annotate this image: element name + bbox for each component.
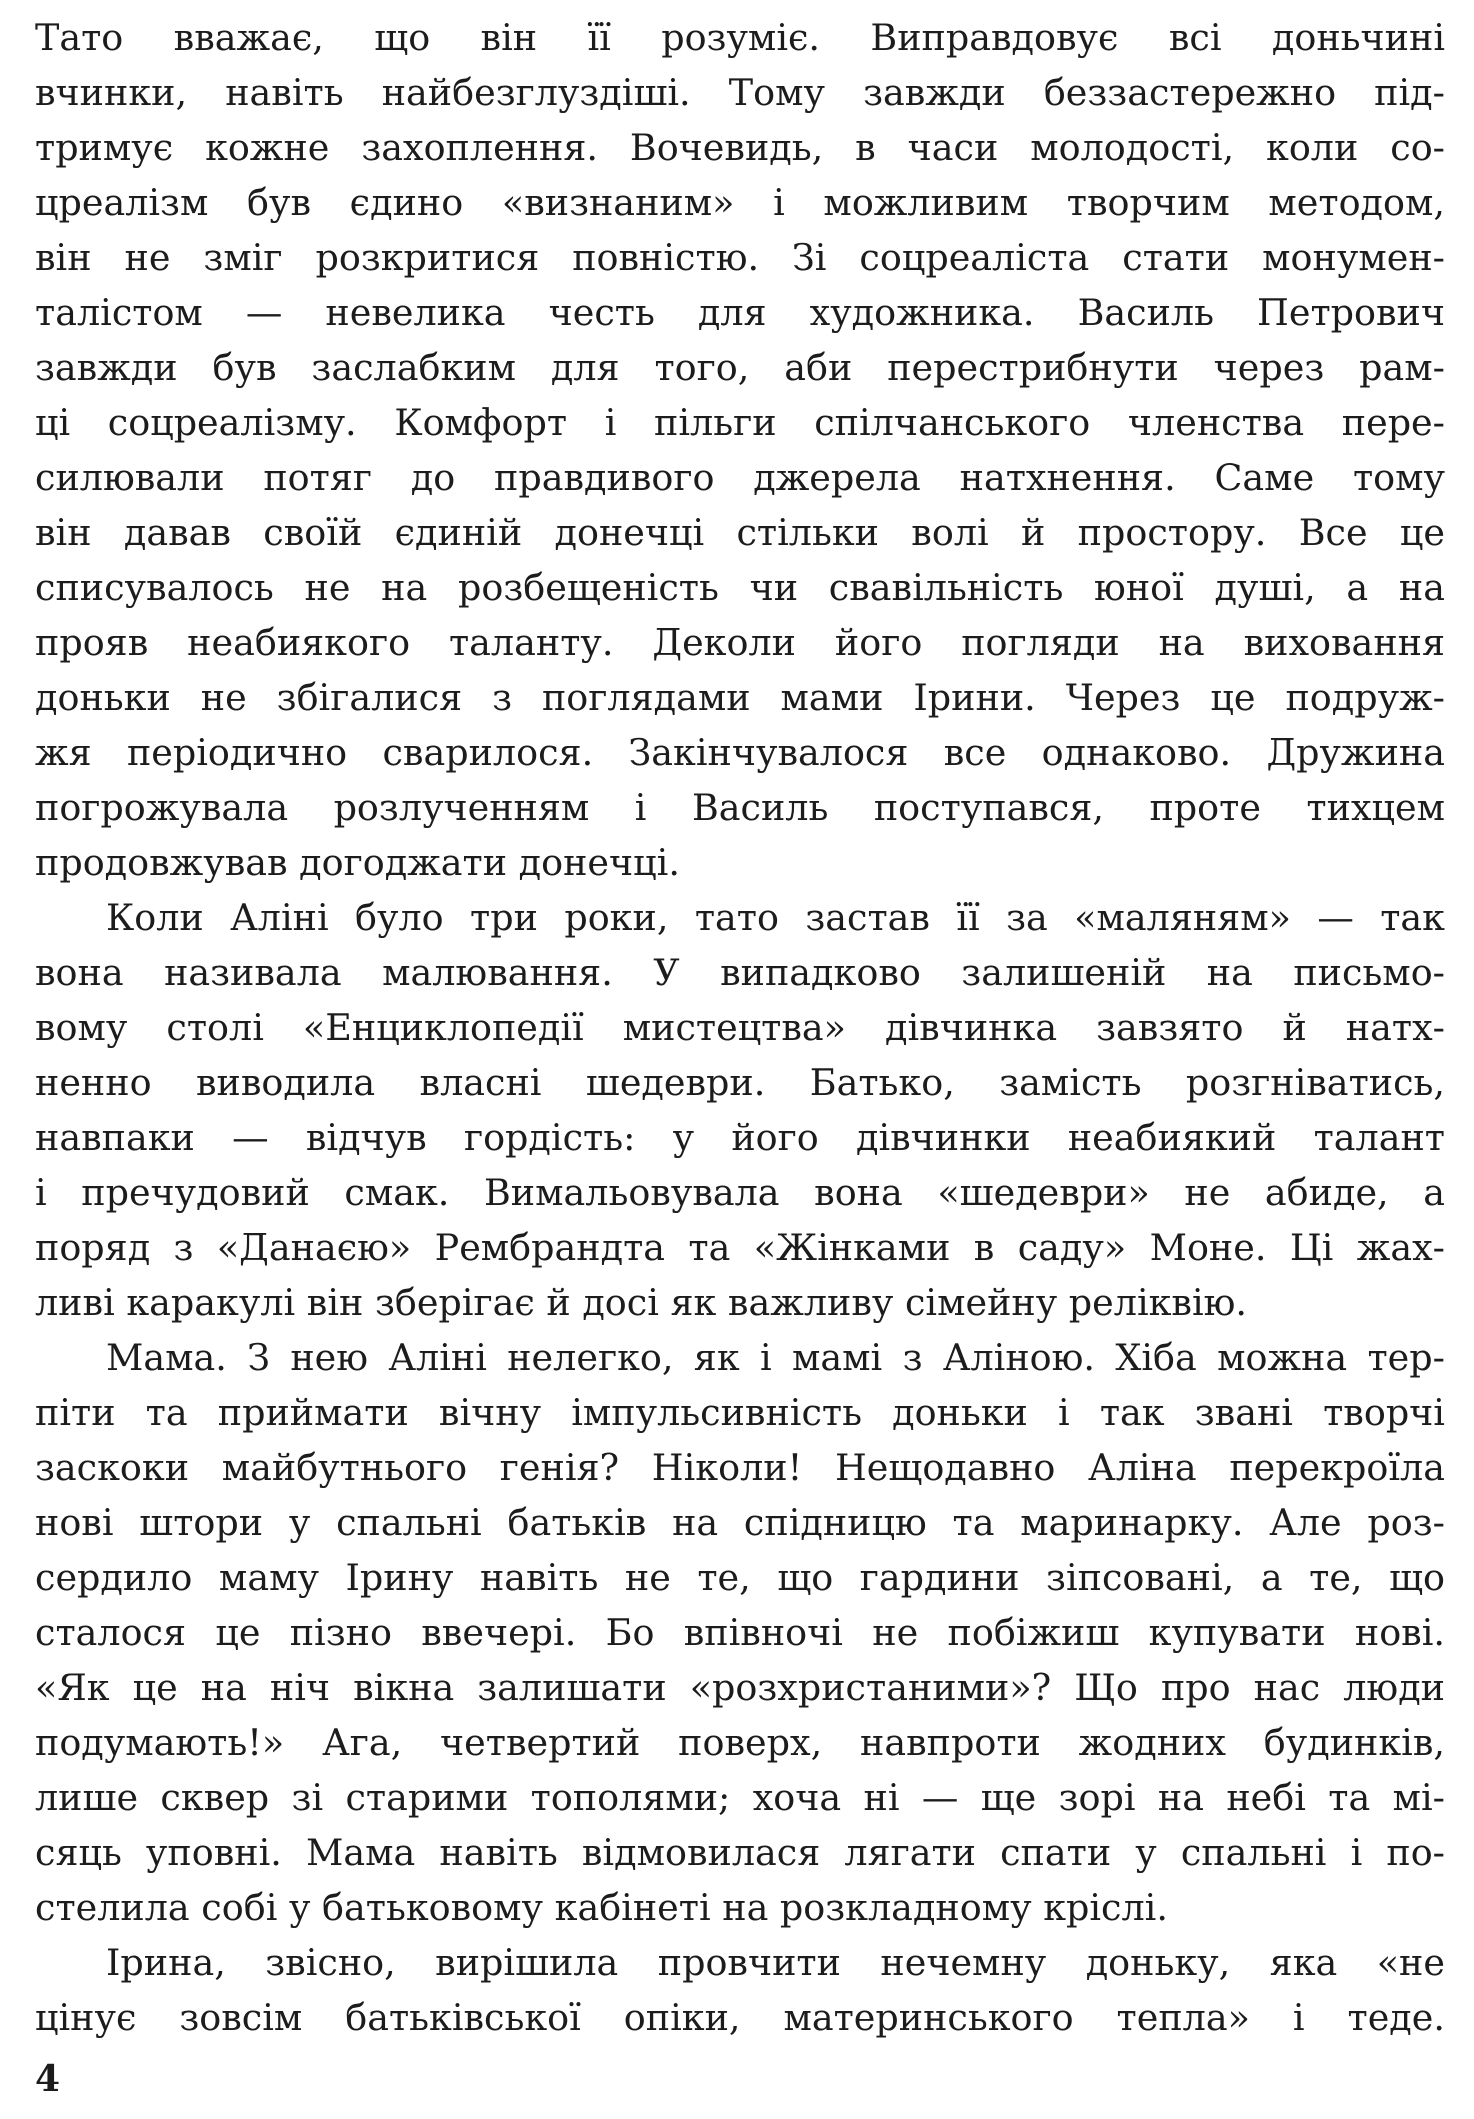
paragraph: [35, 1935, 1445, 2045]
text-line: Коли Аліні було три роки, тато застав її за «маляням» — так: [106, 896, 1445, 939]
text-line: Мама. З нею Аліні нелегко, як і мамі з Аліною. Хіба можна тер-: [106, 1336, 1445, 1379]
text-line: сталося це пізно ввечері. Бо впівночі не побіжиш купувати нові.: [35, 1611, 1445, 1654]
text-line: лише сквер зі старими тополями; хоча ні — ще зорі на небі та мі-: [35, 1776, 1445, 1819]
body-text: [35, 10, 1445, 2045]
text-line: вому столі «Енциклопедії мистецтва» дівчинка завзято й натх-: [35, 1006, 1445, 1049]
text-line: доньки не збігалися з поглядами мами Ірини. Через це подруж-: [35, 676, 1445, 719]
text-line: талістом — невелика честь для художника. Василь Петрович: [35, 291, 1445, 334]
text-line: прояв неабиякого таланту. Деколи його погляди на виховання: [35, 621, 1445, 664]
text-line: заскоки майбутнього генія? Ніколи! Нещодавно Аліна перекроїла: [35, 1446, 1445, 1489]
text-line: Ірина, звісно, вирішила провчити нечемну доньку, яка «не: [106, 1941, 1445, 1984]
page-number: 4: [35, 2058, 61, 2100]
text-line: сердило маму Ірину навіть не те, що гардини зіпсовані, а те, що: [35, 1556, 1445, 1599]
text-line: вона називала малювання. У випадково залишеній на письмо-: [35, 951, 1445, 994]
text-line: цреалізм був єдино «визнаним» і можливим творчим методом,: [35, 181, 1445, 224]
text-line: сяць уповні. Мама навіть відмовилася лягати спати у спальні і по-: [35, 1831, 1445, 1874]
paragraph: [35, 890, 1445, 1330]
text-line: нові штори у спальні батьків на спідницю та маринарку. Але роз-: [35, 1501, 1445, 1544]
text-line: жя періодично сварилося. Закінчувалося все однаково. Дружина: [35, 731, 1445, 774]
paragraph: [35, 1330, 1445, 1935]
text-line: силювали потяг до правдивого джерела натхнення. Саме тому: [35, 456, 1445, 499]
text-line: вчинки, навіть найбезглуздіші. Тому завжди беззастережно під-: [35, 71, 1445, 114]
text-line: навпаки — відчув гордість: у його дівчинки неабиякий талант: [35, 1116, 1445, 1159]
text-line: погрожувала розлученням і Василь поступався, проте тихцем: [35, 786, 1445, 829]
text-line: ці соцреалізму. Комфорт і пільги спілчанського членства пере-: [35, 401, 1445, 444]
text-line: ненно виводила власні шедеври. Батько, замість розгніватись,: [35, 1061, 1445, 1104]
text-line: продовжував догоджати донечці.: [35, 841, 680, 884]
text-line: піти та приймати вічну імпульсивність доньки і так звані творчі: [35, 1391, 1445, 1434]
paragraph: [35, 10, 1445, 890]
text-line: і пречудовий смак. Вимальовувала вона «шедеври» не абиде, а: [35, 1171, 1445, 1214]
text-line: ливі каракулі він зберігає й досі як важливу сімейну реліквію.: [35, 1281, 1248, 1324]
text-line: подумають!» Ага, четвертий поверх, навпроти жодних будинків,: [35, 1721, 1445, 1764]
text-line: він давав своїй єдиній донечці стільки волі й простору. Все це: [35, 511, 1445, 554]
text-line: тримує кожне захоплення. Вочевидь, в часи молодості, коли со-: [35, 126, 1445, 169]
text-line: стелила собі у батьковому кабінеті на розкладному кріслі.: [35, 1886, 1168, 1929]
text-line: цінує зовсім батьківської опіки, материнського тепла» і теде.: [35, 1996, 1445, 2039]
text-line: він не зміг розкритися повністю. Зі соцреаліста стати монумен-: [35, 236, 1445, 279]
text-line: Тато вважає, що він її розуміє. Виправдовує всі доньчині: [35, 16, 1445, 59]
text-line: завжди був заслабким для того, аби перестрибнути через рам-: [35, 346, 1445, 389]
text-line: поряд з «Данаєю» Рембрандта та «Жінками в саду» Моне. Ці жах-: [35, 1226, 1445, 1269]
text-line: списувалось не на розбещеність чи свавільність юної душі, а на: [35, 566, 1445, 609]
text-line: «Як це на ніч вікна залишати «розхристаними»? Що про нас люди: [35, 1666, 1445, 1709]
